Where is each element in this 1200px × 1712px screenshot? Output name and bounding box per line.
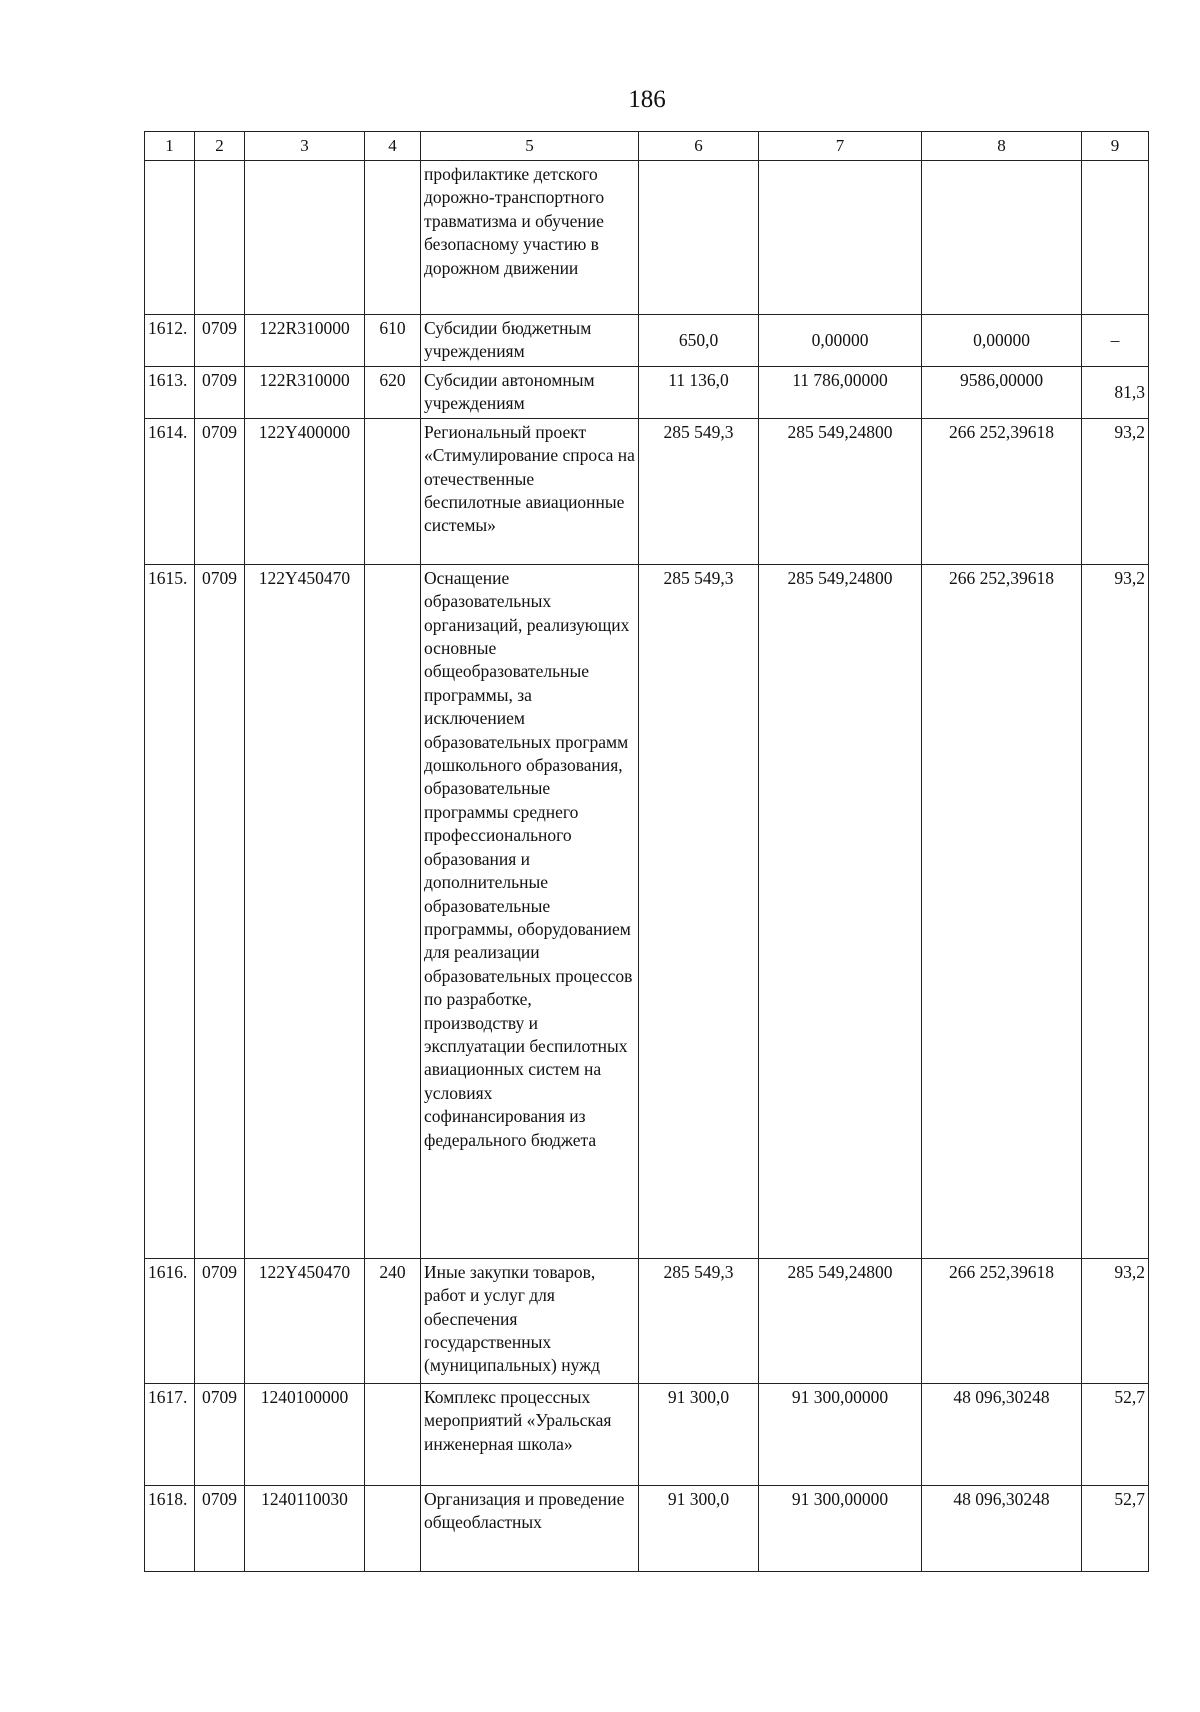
- value-col8: 266 252,39618: [922, 564, 1082, 1258]
- column-number: 9: [1082, 132, 1149, 161]
- value-col6: 91 300,0: [639, 1383, 759, 1485]
- value-col7: 91 300,00000: [759, 1485, 922, 1571]
- table-row: [145, 1485, 1149, 1571]
- item-name: Субсидии автономным учреждениям: [421, 366, 639, 418]
- value-col8: [922, 161, 1082, 315]
- value-col8: 48 096,30248: [922, 1383, 1082, 1485]
- target-code: [245, 161, 365, 315]
- row-number: 1614.: [145, 418, 195, 564]
- value-col7: 285 549,24800: [759, 564, 922, 1258]
- expense-type: [365, 1383, 421, 1485]
- value-col6: 285 549,3: [639, 418, 759, 564]
- value-col6: 11 136,0: [639, 366, 759, 418]
- column-number-row: [145, 132, 1149, 161]
- value-col8: 0,00000: [922, 315, 1082, 367]
- target-code: 1240110030: [245, 1485, 365, 1571]
- percent-col9: 93,2: [1082, 418, 1149, 564]
- expense-type: 610: [365, 315, 421, 367]
- section-code: 0709: [195, 564, 245, 1258]
- table-row: [145, 366, 1149, 418]
- column-number: 3: [245, 132, 365, 161]
- item-name: Оснащение образовательных организаций, реализующих основные общеобразовательные программы, за исключением образовательных программ дошкольного образования, образовательные программы среднего профессионального образования и дополнительные образовательные программы, оборудованием для реализации образовательных процессов по разработке, производству и эксплуатации беспилотных авиационных систем на условиях софинансирования из федерального бюджета: [421, 564, 639, 1258]
- row-number: 1616.: [145, 1258, 195, 1383]
- table-row: [145, 564, 1149, 1258]
- item-name: Субсидии бюджетным учреждениям: [421, 315, 639, 367]
- row-number: 1618.: [145, 1485, 195, 1571]
- target-code: 122Y450470: [245, 564, 365, 1258]
- item-name: Региональный проект «Стимулирование спроса на отечественные беспилотные авиационные системы»: [421, 418, 639, 564]
- table-row: [145, 1383, 1149, 1485]
- section-code: [195, 161, 245, 315]
- column-number: 8: [922, 132, 1082, 161]
- target-code: 122Y450470: [245, 1258, 365, 1383]
- row-number: 1617.: [145, 1383, 195, 1485]
- value-col8: 266 252,39618: [922, 418, 1082, 564]
- expense-type: [365, 1485, 421, 1571]
- row-number: [145, 161, 195, 315]
- expense-type: [365, 161, 421, 315]
- section-code: 0709: [195, 1485, 245, 1571]
- row-number: 1615.: [145, 564, 195, 1258]
- target-code: 122R310000: [245, 366, 365, 418]
- value-col8: 266 252,39618: [922, 1258, 1082, 1383]
- target-code: 122R310000: [245, 315, 365, 367]
- column-number: 2: [195, 132, 245, 161]
- value-col8: 9586,00000: [922, 366, 1082, 418]
- value-col6: 285 549,3: [639, 564, 759, 1258]
- percent-col9: 93,2: [1082, 1258, 1149, 1383]
- item-name: профилактике детского дорожно-транспортного травматизма и обучение безопасному участию в дорожном движении: [421, 161, 639, 315]
- table-row: [145, 161, 1149, 315]
- column-number: 7: [759, 132, 922, 161]
- section-code: 0709: [195, 1258, 245, 1383]
- row-number: 1613.: [145, 366, 195, 418]
- percent-col9: 81,3: [1082, 366, 1149, 418]
- item-name: Иные закупки товаров, работ и услуг для обеспечения государственных (муниципальных) нужд: [421, 1258, 639, 1383]
- value-col7: 285 549,24800: [759, 1258, 922, 1383]
- table-row: [145, 418, 1149, 564]
- value-col7: 91 300,00000: [759, 1383, 922, 1485]
- value-col7: [759, 161, 922, 315]
- percent-col9: 93,2: [1082, 564, 1149, 1258]
- percent-col9: [1082, 161, 1149, 315]
- section-code: 0709: [195, 1383, 245, 1485]
- expense-type: 240: [365, 1258, 421, 1383]
- expense-type: 620: [365, 366, 421, 418]
- value-col8: 48 096,30248: [922, 1485, 1082, 1571]
- expense-type: [365, 418, 421, 564]
- value-col7: 11 786,00000: [759, 366, 922, 418]
- item-name: Комплекс процессных мероприятий «Уральская инженерная школа»: [421, 1383, 639, 1485]
- percent-col9: 52,7: [1082, 1383, 1149, 1485]
- percent-col9: –: [1082, 315, 1149, 367]
- value-col6: 650,0: [639, 315, 759, 367]
- column-number: 4: [365, 132, 421, 161]
- column-number: 5: [421, 132, 639, 161]
- section-code: 0709: [195, 418, 245, 564]
- target-code: 122Y400000: [245, 418, 365, 564]
- value-col6: 285 549,3: [639, 1258, 759, 1383]
- section-code: 0709: [195, 366, 245, 418]
- value-col6: [639, 161, 759, 315]
- table-row: [145, 315, 1149, 367]
- value-col7: 0,00000: [759, 315, 922, 367]
- value-col7: 285 549,24800: [759, 418, 922, 564]
- column-number: 6: [639, 132, 759, 161]
- row-number: 1612.: [145, 315, 195, 367]
- table-row: [145, 1258, 1149, 1383]
- page-number: 186: [628, 86, 666, 113]
- section-code: 0709: [195, 315, 245, 367]
- value-col6: 91 300,0: [639, 1485, 759, 1571]
- budget-table: [144, 131, 1149, 1572]
- item-name: Организация и проведение общеобластных: [421, 1485, 639, 1571]
- percent-col9: 52,7: [1082, 1485, 1149, 1571]
- column-number: 1: [145, 132, 195, 161]
- expense-type: [365, 564, 421, 1258]
- target-code: 1240100000: [245, 1383, 365, 1485]
